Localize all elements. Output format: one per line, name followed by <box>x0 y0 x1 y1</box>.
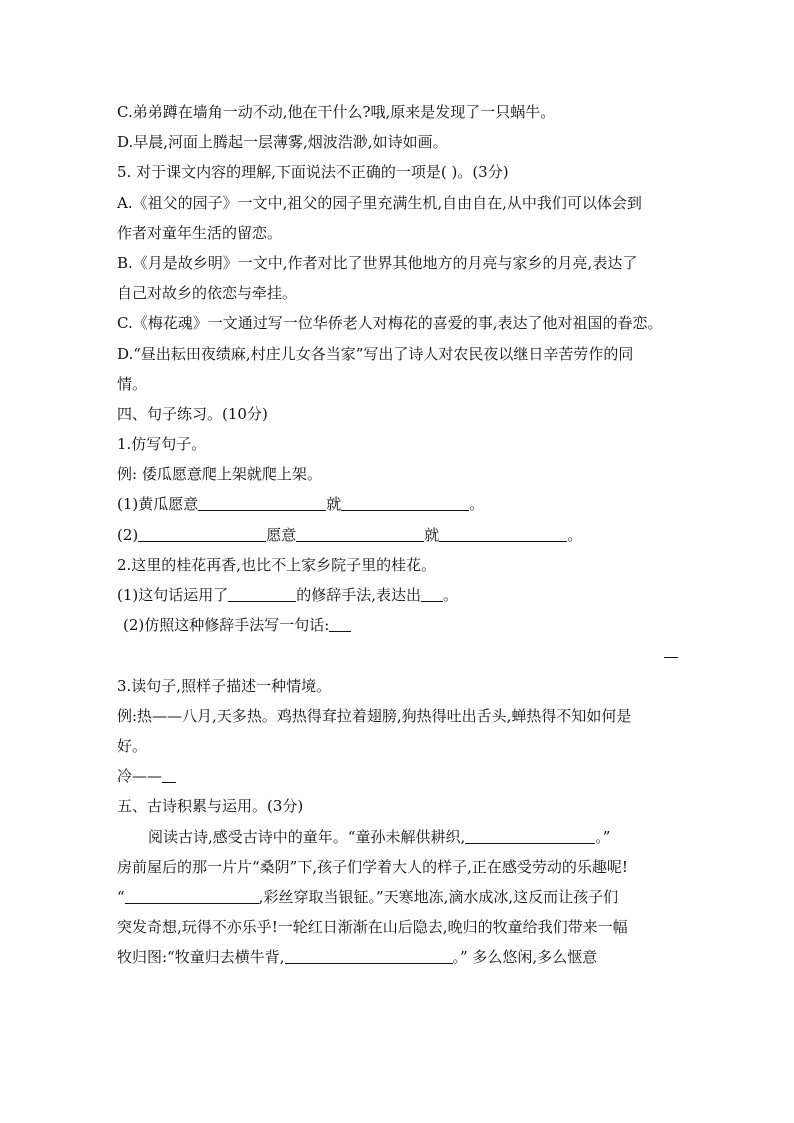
question-5-option-d: D.“昼出耘田夜绩麻,村庄儿女各当家”写出了诗人对农民夜以继日辛苦劳作的同 <box>117 344 634 363</box>
fill-blank[interactable] <box>138 524 266 542</box>
imitation-line-2: (2) 愿意 就 。 <box>117 525 583 544</box>
poem-paragraph-line-5: 牧归图:“牧童归去横牛背, 。” 多么悠闲,多么惬意 <box>117 948 598 967</box>
question-5-option-a: A.《祖父的园子》一文中,祖父的园子里充满生机,自由自在,从中我们可以体会到 <box>117 193 642 212</box>
option-d-sentence: D.早晨,河面上腾起一层薄雾,烟波浩渺,如诗如画。 <box>117 133 448 152</box>
fill-blank[interactable] <box>162 765 176 783</box>
question-5-option-a-cont: 作者对童年生活的留恋。 <box>117 223 283 242</box>
option-c-sentence: C.弟弟蹲在墙角一动不动,他在干什么?哦,原来是发现了一只蜗牛。 <box>117 103 556 121</box>
fill-blank[interactable] <box>664 640 678 658</box>
example-sentence: 例: 倭瓜愿意爬上架就爬上架。 <box>117 465 322 484</box>
question-5-option-b: B.《月是故乡明》一文中,作者对比了世界其他地方的月亮与家乡的月亮,表达了 <box>117 253 638 272</box>
imitation-line-1: (1)黄瓜愿意 就 。 <box>117 495 485 514</box>
item-2-question-2: (2)仿照这种修辞手法写一句话: <box>117 610 682 640</box>
question-5-option-d-cont: 情。 <box>117 374 148 393</box>
poem-paragraph-line-3: “ ,彩丝穿取当银钲。”天寒地冻,滴水成冰,这反而让孩子们 <box>117 887 619 906</box>
question-5-option-c: C.《梅花魂》一文通过写一位华侨老人对梅花的喜爱的事,表达了他对祖国的眷恋。 <box>117 314 663 333</box>
item-2-sentence: 2.这里的桂花再香,也比不上家乡院子里的桂花。 <box>117 555 437 574</box>
worksheet-page <box>117 97 682 972</box>
item-1-heading: 1.仿写句子。 <box>117 435 207 454</box>
item-3-example-cont: 好。 <box>117 736 148 755</box>
item-3-answer: 冷—— <box>117 761 682 791</box>
item-2-question-1: (1)这句话运用了 的修辞手法,表达出 。 <box>117 586 459 604</box>
fill-blank[interactable] <box>439 524 567 542</box>
answer-line <box>117 640 682 670</box>
fill-blank[interactable] <box>125 886 259 904</box>
fill-blank[interactable] <box>296 524 424 542</box>
section-4-heading: 四、句子练习。(10分) <box>117 404 268 423</box>
fill-blank[interactable] <box>421 584 443 602</box>
section-5-heading: 五、古诗积累与运用。(3分) <box>117 797 304 816</box>
fill-blank[interactable] <box>228 584 296 602</box>
poem-paragraph-line-1: 阅读古诗,感受古诗中的童年。“童孙未解供耕织, 。” <box>148 827 611 846</box>
question-5-option-b-cont: 自己对故乡的依恋与牵挂。 <box>117 284 298 303</box>
fill-blank[interactable] <box>341 493 469 511</box>
question-5: 5. 对于课文内容的理解,下面说法不正确的一项是( )。(3分) <box>117 163 509 182</box>
fill-blank[interactable] <box>465 826 595 844</box>
fill-blank[interactable] <box>285 946 453 964</box>
poem-paragraph-line-2: 房前屋后的那一片片“桑阴”下,孩子们学着大人的样子,正在感受劳动的乐趣呢! <box>117 857 628 876</box>
fill-blank[interactable] <box>198 493 326 511</box>
answer-paren-blank: )。(3分) <box>446 163 509 182</box>
fill-blank[interactable] <box>329 614 351 632</box>
item-3-example: 例:热——八月,天多热。鸡热得耷拉着翅膀,狗热得吐出舌头,蝉热得不知如何是 <box>117 706 632 725</box>
item-3-heading: 3.读句子,照样子描述一种情境。 <box>117 676 332 695</box>
poem-paragraph-line-4: 突发奇想,玩得不亦乐乎!一轮红日渐渐在山后隐去,晚归的牧童给我们带来一幅 <box>117 918 628 937</box>
